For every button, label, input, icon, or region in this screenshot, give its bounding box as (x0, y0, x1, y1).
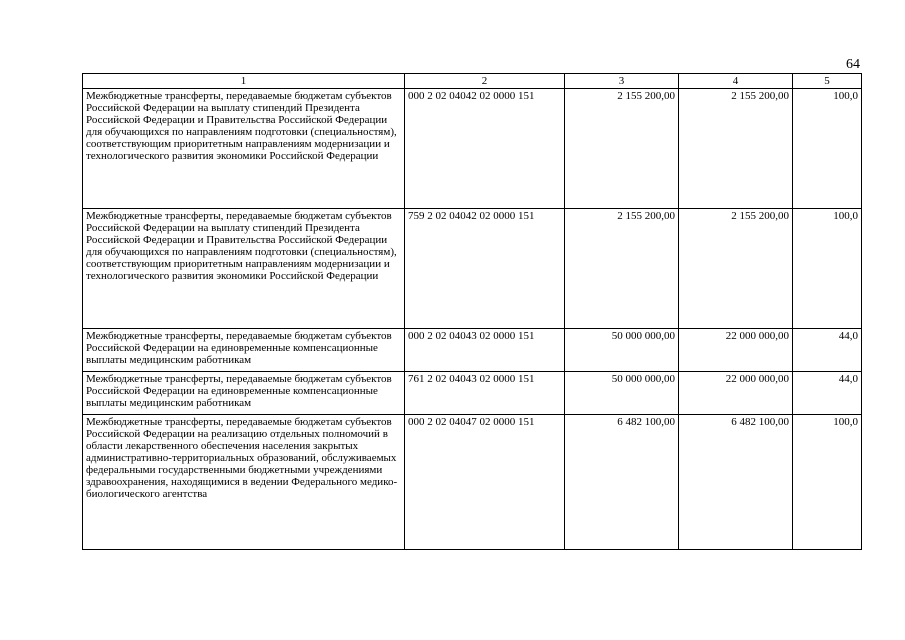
row-col5-percent: 44,0 (793, 372, 862, 415)
row-classification-code: 759 2 02 04042 02 0000 151 (405, 209, 565, 329)
row-col5-percent: 44,0 (793, 329, 862, 372)
page-number: 64 (846, 57, 860, 72)
row-col5-percent: 100,0 (793, 415, 862, 550)
row-col3-value: 2 155 200,00 (565, 89, 679, 209)
row-col4-value: 22 000 000,00 (679, 372, 793, 415)
column-header: 1 (83, 74, 405, 89)
row-description: Межбюджетные трансферты, передаваемые бюджетам субъектов Российской Федерации на выплату стипендий Президента Российской Федерации и Правительства Российской Федерации для обучающихся по направлениям подготовки (специальностям), соответствующим приоритетным направлениям модернизации и технологического развития экономики Российской Федерации (83, 209, 405, 329)
row-col3-value: 2 155 200,00 (565, 209, 679, 329)
row-description: Межбюджетные трансферты, передаваемые бюджетам субъектов Российской Федерации на реализацию отдельных полномочий в области лекарственного обеспечения населения закрытых административно-территориальных образований, обслуживаемых федеральными государственными бюджетными учреждениями здравоохранения, находящимися в ведении Федерального медико-биологического агентства (83, 415, 405, 550)
row-description: Межбюджетные трансферты, передаваемые бюджетам субъектов Российской Федерации на единовременные компенсационные выплаты медицинским работникам (83, 372, 405, 415)
row-col4-value: 6 482 100,00 (679, 415, 793, 550)
row-classification-code: 000 2 02 04042 02 0000 151 (405, 89, 565, 209)
row-description: Межбюджетные трансферты, передаваемые бюджетам субъектов Российской Федерации на единовременные компенсационные выплаты медицинским работникам (83, 329, 405, 372)
row-col3-value: 50 000 000,00 (565, 329, 679, 372)
column-header: 3 (565, 74, 679, 89)
budget-table (82, 73, 862, 550)
row-col4-value: 2 155 200,00 (679, 209, 793, 329)
table-row (83, 415, 862, 550)
table-row (83, 329, 862, 372)
table-row (83, 89, 862, 209)
row-classification-code: 000 2 02 04043 02 0000 151 (405, 329, 565, 372)
row-col3-value: 6 482 100,00 (565, 415, 679, 550)
table-header-row (83, 74, 862, 89)
row-col3-value: 50 000 000,00 (565, 372, 679, 415)
column-header: 5 (793, 74, 862, 89)
row-description: Межбюджетные трансферты, передаваемые бюджетам субъектов Российской Федерации на выплату стипендий Президента Российской Федерации и Правительства Российской Федерации для обучающихся по направлениям подготовки (специальностям), соответствующим приоритетным направлениям модернизации и технологического развития экономики Российской Федерации (83, 89, 405, 209)
row-col4-value: 22 000 000,00 (679, 329, 793, 372)
column-header: 2 (405, 74, 565, 89)
table-row (83, 372, 862, 415)
row-col5-percent: 100,0 (793, 89, 862, 209)
row-col5-percent: 100,0 (793, 209, 862, 329)
row-classification-code: 761 2 02 04043 02 0000 151 (405, 372, 565, 415)
column-header: 4 (679, 74, 793, 89)
table-row (83, 209, 862, 329)
row-classification-code: 000 2 02 04047 02 0000 151 (405, 415, 565, 550)
row-col4-value: 2 155 200,00 (679, 89, 793, 209)
